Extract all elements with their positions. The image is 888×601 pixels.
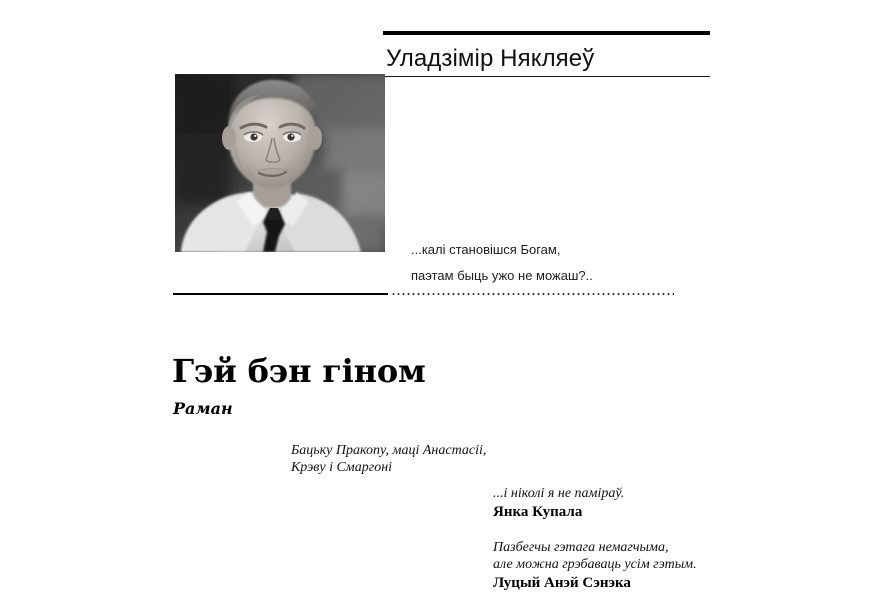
author-name: Уладзімір Някляеў <box>386 45 595 72</box>
divider-dotted-rule <box>391 293 674 295</box>
dedication-line-2: Крэву і Смаргоні <box>291 460 393 475</box>
quote-1-attribution: Янка Купала <box>493 504 583 520</box>
portrait-illustration <box>175 74 385 252</box>
dedication-line-1: Бацьку Пракопу, маці Анастасіі, <box>291 443 487 458</box>
quote-2-line-1: Пазбегчы гэтага немагчыма, <box>493 540 669 555</box>
dedication-block <box>291 442 551 476</box>
epigraph-line-1: ...калі становішся Богам, <box>411 242 561 257</box>
author-portrait-photo <box>175 74 385 252</box>
header-thin-rule <box>383 76 710 77</box>
epigraph-block <box>411 237 681 289</box>
header-thick-rule <box>383 31 710 35</box>
book-title: Гэй бэн гіном <box>172 352 426 390</box>
quote-1-line-1: ...і ніколі я не паміраў. <box>493 486 625 501</box>
divider-solid-rule <box>173 293 388 295</box>
epigraph-quote-2 <box>493 539 733 593</box>
quote-2-line-2: але можна грэбаваць усім гэтым. <box>493 557 697 572</box>
epigraph-line-2: паэтам быць ужо не можаш?.. <box>411 268 593 283</box>
book-subtitle: Раман <box>173 399 233 418</box>
quote-2-attribution: Луцый Анэй Сэнэка <box>493 575 631 591</box>
epigraph-quote-1 <box>493 485 733 522</box>
